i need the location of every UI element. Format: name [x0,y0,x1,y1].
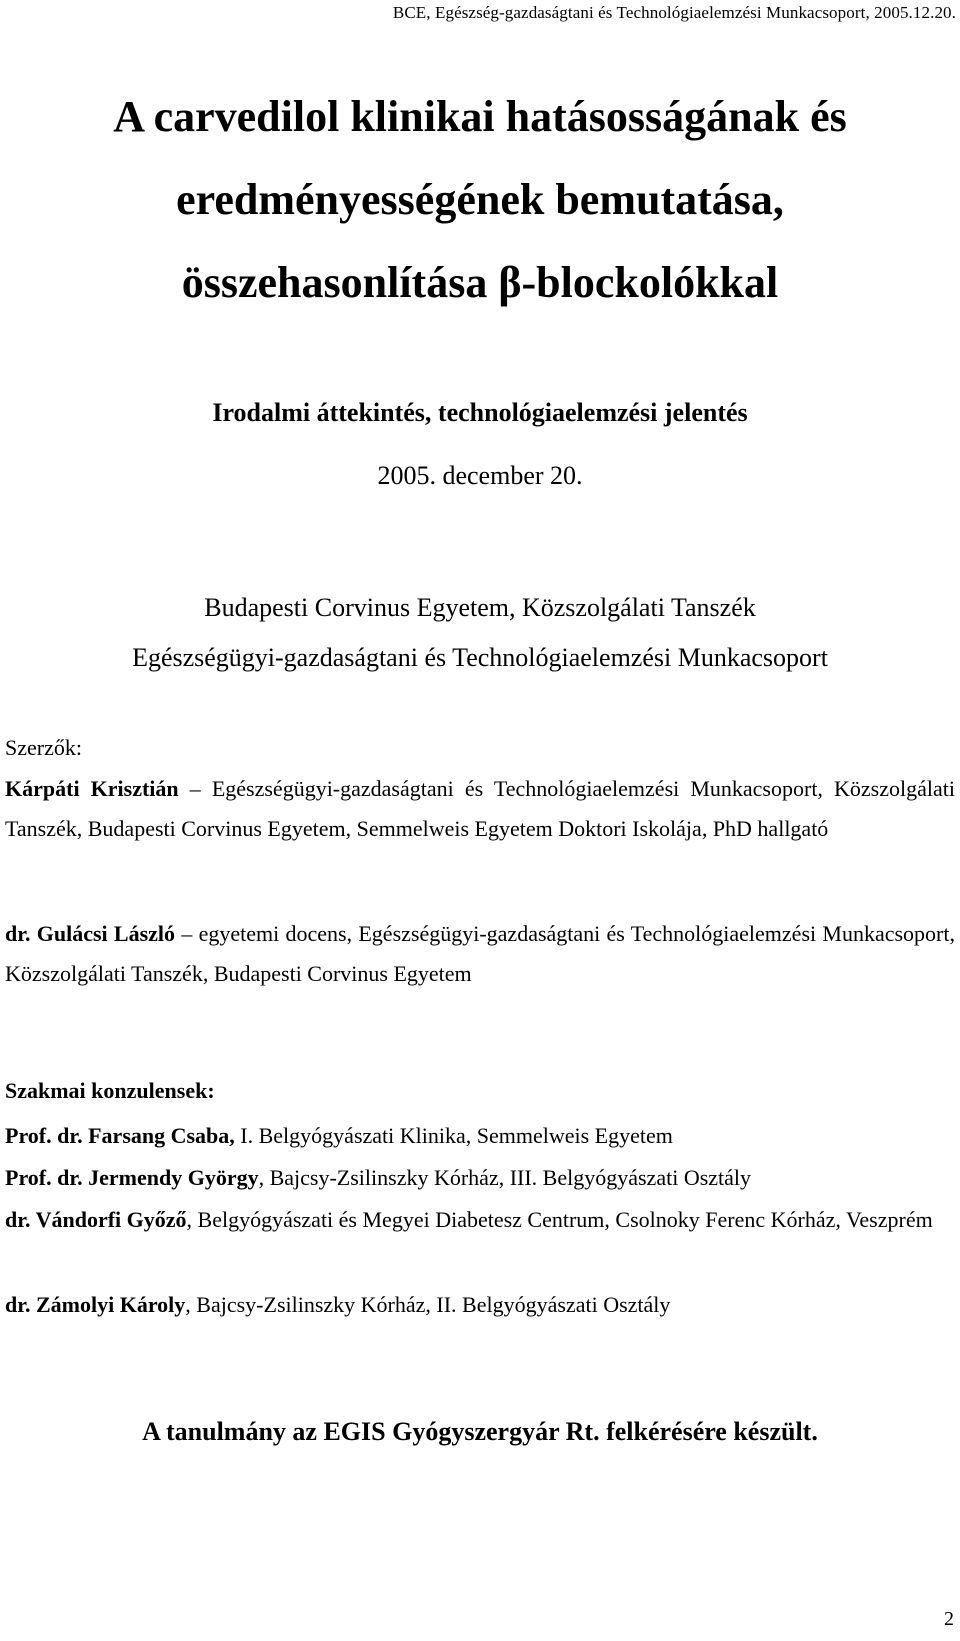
author-entry [5,914,955,993]
document-title [0,75,960,324]
consultant-entry [5,1158,955,1198]
authors-heading: Szerzők: [5,735,82,760]
consultant-name: dr. Zámolyi Károly [5,1292,186,1317]
consultant-name: dr. Vándorfi Győző [5,1207,187,1232]
consultant-affiliation: , Bajcsy-Zsilinszky Kórház, III. Belgyógyászati Osztály [258,1165,752,1190]
author-entry [5,769,955,848]
document-subtitle: Irodalmi áttekintés, technológiaelemzési jelentés [212,398,748,427]
author-name: Kárpáti Krisztián [5,776,179,801]
author-affiliation: – Egészségügyi-gazdaságtani és Technológiaelemzési Munkacsoport, Közszolgálati Tanszék, Budapesti Corvinus Egyetem, Semmelweis Egyetem Doktori Iskolája, PhD hallgató [5,776,955,841]
institution-line-2: Egészségügyi-gazdaságtani és Technológiaelemzési Munkacsoport [132,643,828,672]
commission-note: A tanulmány az EGIS Gyógyszergyár Rt. felkérésére készült. [142,1417,818,1446]
title-line-3: összehasonlítása β-blockolókkal [181,258,779,307]
consultant-affiliation: , Bajcsy-Zsilinszky Kórház, II. Belgyógyászati Osztály [185,1292,671,1317]
running-header: BCE, Egészség-gazdaságtani és Technológiaelemzési Munkacsoport, 2005.12.20. [392,3,956,22]
document-date: 2005. december 20. [377,461,583,490]
title-line-2: eredményességének bemutatása, [176,175,784,224]
consultant-entry [5,1116,955,1156]
title-line-1: A carvedilol klinikai hatásosságának és [113,92,847,141]
institution-line-1: Budapesti Corvinus Egyetem, Közszolgálati Tanszék [204,593,756,622]
consultant-name: Prof. dr. Jermendy György [5,1165,259,1190]
consultants-heading: Szakmai konzulensek: [5,1078,215,1103]
consultant-name: Prof. dr. Farsang Csaba, [5,1123,235,1148]
consultant-entry [5,1200,955,1240]
author-affiliation: – egyetemi docens, Egészségügyi-gazdaságtani és Technológiaelemzési Munkacsoport, Közszolgálati Tanszék, Budapesti Corvinus Egyetem [5,921,955,986]
consultant-affiliation: , Belgyógyászati és Megyei Diabetesz Centrum, Csolnoky Ferenc Kórház, Veszprém [186,1207,933,1232]
consultant-affiliation: I. Belgyógyászati Klinika, Semmelweis Egyetem [234,1123,673,1148]
consultant-entry [5,1285,955,1325]
author-name: dr. Gulácsi László [5,921,176,946]
page-number: 2 [944,1608,954,1630]
